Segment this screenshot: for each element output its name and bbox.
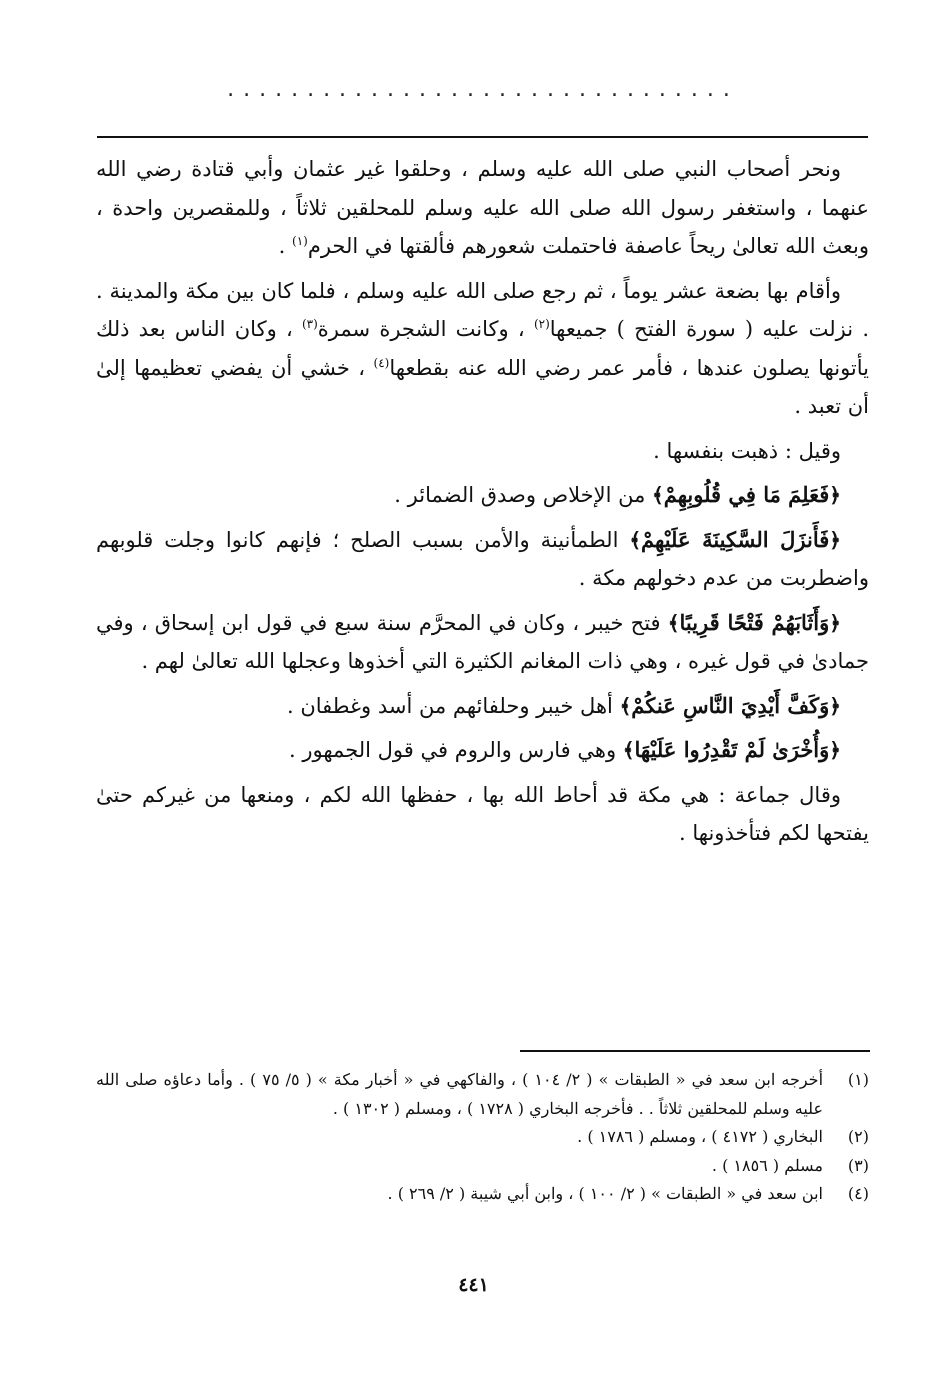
footnote-text: مسلم ( ١٨٥٦ ) . xyxy=(711,1155,823,1175)
footnote-text: البخاري ( ٤١٧٢ ) ، ومسلم ( ١٧٨٦ ) . xyxy=(577,1127,823,1146)
quran-bracket-close: ﴾ xyxy=(619,693,632,718)
quran-bracket-open: ﴿ xyxy=(829,693,841,718)
footnote-ref-2[interactable]: (٢) xyxy=(533,317,550,331)
paragraph-2-text-a: وأقام بها بضعة عشر يوماً ، ثم رجع صلى الله عليه وسلم ، فلما كان بين مكة والمدينة . . نزلت عليه ( سورة الفتح ) جميعها xyxy=(96,278,869,341)
footnote-2 xyxy=(96,1123,869,1152)
quran-bracket-open: ﴿ xyxy=(829,610,841,635)
footnote-text: ابن سعد في « الطبقات » ( ٢/ ١٠٠ ) ، وابن أبي شيبة ( ٢/ ٢٦٩ ) . xyxy=(387,1184,823,1203)
paragraph-2-text-b: ، وكانت الشجرة سمرة xyxy=(317,317,534,341)
header-dotted-line: ................................ xyxy=(227,80,739,100)
footnote-text: أخرجه ابن سعد في « الطبقات » ( ٢/ ١٠٤ ) ، والفاكهي في « أخبار مكة » ( ٥/ ٧٥ ) . وأما دعاؤه صلى الله عليه وسلم للمحلقين ثلاثاً . . فأخرجه البخاري ( ١٧٢٨ ) ، ومسلم ( ١٣٠٢ ) . xyxy=(96,1070,824,1118)
footnote-ref-1[interactable]: (١) xyxy=(292,234,308,248)
footnote-1 xyxy=(96,1066,869,1123)
footnote-ref-3[interactable]: (٣) xyxy=(301,317,318,331)
commentary-text: فتح خيبر ، وكان في المحرَّم سنة سبع في قول ابن إسحاق ، وفي جمادىٰ في قول غيره ، وهي ذات المغانم الكثيرة التي أخذوها وعجلها الله تعالىٰ لهم . xyxy=(96,610,869,673)
page-number: ٤٤١ xyxy=(458,1274,489,1296)
quran-bracket-close: ﴾ xyxy=(622,738,635,762)
quran-verse: وَأَثَابَهُمْ فَتْحًا قَرِيبًا xyxy=(679,609,830,635)
footnotes xyxy=(96,1066,869,1209)
footnote-ref-4[interactable]: (٤) xyxy=(373,355,390,370)
footnote-separator xyxy=(520,1050,870,1052)
paragraph-9: وقال جماعة : هي مكة قد أحاط الله بها ، حفظها الله لكم ، ومنعها من غيركم حتىٰ يفتحها لكم فتأخذونها . xyxy=(96,782,869,845)
paragraph-6 xyxy=(96,604,869,681)
paragraph-7 xyxy=(96,687,869,726)
footnote-number: (٤) xyxy=(847,1184,869,1203)
quran-bracket-close: ﴾ xyxy=(667,610,680,635)
paragraph-2-text-c: ، وكان الناس بعد ذلك يأتونها يصلون عندها ، فأمر عمر رضي الله عنه بقطعها xyxy=(96,317,870,380)
paragraph-2-text-d: ، خشي أن يفضي تعظيمها إلىٰ أن تعبد . xyxy=(96,355,869,418)
paragraph-1-text: ونحر أصحاب النبي صلى الله عليه وسلم ، وحلقوا غير عثمان وأبي قتادة رضي الله عنهما ، واستغفر رسول الله صلى الله عليه وسلم للمحلقين ثلاثاً ، وللمقصرين واحدة ، وبعث الله تعالىٰ ريحاً عاصفة فاحتملت شعورهم فألقتها في الحرم xyxy=(96,157,869,258)
commentary-text: الطمأنينة والأمن بسبب الصلح ؛ فإنهم كانوا وجلت قلوبهم واضطربت من عدم دخولهم مكة . xyxy=(96,527,869,590)
footnote-number: (٢) xyxy=(847,1127,869,1146)
quran-verse: فَأَنزَلَ السَّكِينَةَ عَلَيْهِمْ xyxy=(641,526,830,552)
commentary-text: أهل خيبر وحلفائهم من أسد وغطفان . xyxy=(287,693,620,718)
paragraph-1 xyxy=(96,150,869,266)
header-rule xyxy=(97,136,868,138)
quran-bracket-open: ﴿ xyxy=(829,738,841,762)
paragraph-1-end: . xyxy=(278,234,293,258)
paragraph-5 xyxy=(96,521,869,598)
quran-verse: وَأُخْرَىٰ لَمْ تَقْدِرُوا عَلَيْهَا xyxy=(634,737,830,762)
paragraph-8 xyxy=(96,731,869,770)
quran-bracket-open: ﴿ xyxy=(829,483,841,507)
paragraph-4 xyxy=(96,476,869,515)
paragraph-3: وقيل : ذهبت بنفسها . xyxy=(653,438,841,463)
commentary-text: من الإخلاص وصدق الضمائر . xyxy=(394,483,652,507)
footnote-number: (٣) xyxy=(847,1155,869,1175)
footnote-number: (١) xyxy=(847,1070,869,1089)
footnote-4 xyxy=(96,1180,869,1209)
quran-verse: وَكَفَّ أَيْدِيَ النَّاسِ عَنكُمْ xyxy=(631,692,830,718)
main-text xyxy=(96,150,869,859)
quran-bracket-open: ﴿ xyxy=(829,527,841,552)
footnote-3 xyxy=(96,1152,869,1181)
quran-verse: فَعَلِمَ مَا فِي قُلُوبِهِمْ xyxy=(663,482,830,507)
paragraph-2 xyxy=(96,272,869,426)
commentary-text: وهي فارس والروم في قول الجمهور . xyxy=(289,738,623,762)
quran-bracket-close: ﴾ xyxy=(629,527,642,552)
quran-bracket-close: ﴾ xyxy=(652,483,664,507)
